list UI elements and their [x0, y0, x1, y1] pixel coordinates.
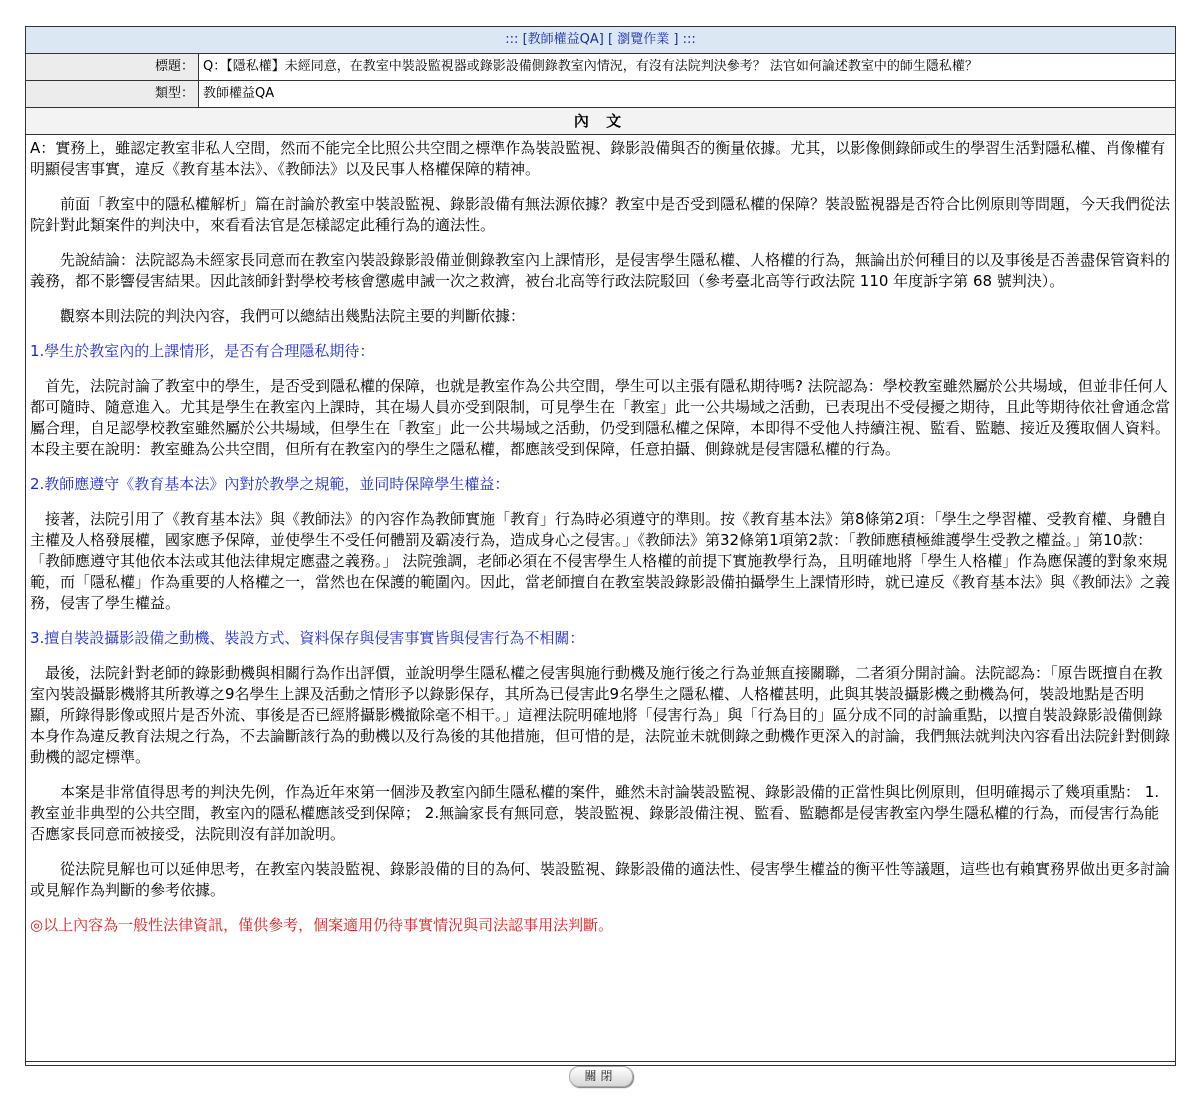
- header-suffix: :::: [682, 32, 696, 47]
- section-heading-2: 2.教師應遵守《教育基本法》內對於教學之規範，並同時保障學生權益：: [30, 475, 510, 493]
- page-header: [26, 27, 1175, 54]
- conclusion-paragraph: 先說結論：法院認為未經家長同意而在教室內裝設錄影設備並側錄教室內上課情形，是侵害學生隱私權、人格權的行為，無論出於何種目的以及事後是否善盡保管資料的義務，都不影響侵害結果。因此該師針對學校考核會懲處申誡一次之救濟，被台北高等行政法院駁回（參考臺北高等行政法院 110 年度訴字第 68 號判決）。: [30, 251, 1171, 290]
- category-link[interactable]: [教師權益QA]: [522, 32, 604, 47]
- reflection-paragraph: 從法院見解也可以延伸思考，在教室內裝設監視、錄影設備的目的為何、裝設監視、錄影設備的適法性、侵害學生權益的衡平性等議題，這些也有賴實務界做出更多討論或見解作為判斷的參考依據。: [30, 860, 1171, 899]
- header-prefix: :::: [505, 32, 519, 47]
- close-button[interactable]: 關閉: [569, 1066, 633, 1087]
- section-paragraph-3: 最後，法院針對老師的錄影動機與相關行為作出評價，並說明學生隱私權之侵害與施行動機及施行後之行為並無直接關聯，二者須分開討論。法院認為：「原告既擅自在教室內裝設攝影機將其所教導之9名學生上課及活動之情形予以錄影保存，其所為已侵害此9名學生之隱私權、人格權甚明，此與其裝設攝影機之動機為何，裝設地點是否明顯，所錄得影像或照片是否外流、事後是否已經將攝影機撤除毫不相干。」這裡法院明確地將「侵害行為」與「行為目的」區分成不同的討論重點，以擅自裝設錄影設備側錄本身作為違反教育法規之行為，不去論斷該行為的動機以及行為後的其他措施，但可惜的是，法院並未就側錄之動機作更深入的討論，我們無法就判決內容看出法院針對側錄動機的認定標準。: [30, 664, 1171, 766]
- section-paragraph-2: 接著，法院引用了《教育基本法》與《教師法》的內容作為教師實施「教育」行為時必須遵守的準則。按《教育基本法》第8條第2項：「學生之學習權、受教育權、身體自主權及人格發展權，國家應予保障，並使學生不受任何體罰及霸凌行為，造成身心之侵害。」《教師法》第32條第1項第2款：「教師應積極維護學生受教之權益。」第10款：「教師應遵守其他依本法或其他法律規定應盡之義務。」 法院強調，老師必須在不侵害學生人格權的前提下實施教學行為，且明確地將「學生人格權」作為應保護的對象來規範，而「隱私權」作為重要的人格權之一，當然也在保護的範圍內。因此，當老師擅自在教室裝設錄影設備拍攝學生上課情形時，就已違反《教育基本法》與《教師法》之義務，侵害了學生權益。: [30, 510, 1171, 612]
- title-label: 標題：: [26, 54, 199, 80]
- summary-paragraph: 本案是非常值得思考的判決先例，作為近年來第一個涉及教室內師生隱私權的案件，雖然未討論裝設監視、錄影設備的正當性與比例原則，但明確揭示了幾項重點： 1.教室並非典型的公共空間，教室內的隱私權應該受到保障； 2.無論家長有無同意，裝設監視、錄影設備注視、監看、監聽都是侵害教室內學生隱私權的行為，而侵害行為能否應家長同意而被接受，法院則沒有詳加說明。: [30, 783, 1160, 843]
- type-row: [26, 81, 1175, 108]
- title-value: Q：【隱私權】未經同意，在教室中裝設監視器或錄影設備側錄教室內情況，有沒有法院判決參考？ 法官如何論述教室中的師生隱私權？: [203, 59, 978, 74]
- intro-paragraph: 前面「教室中的隱私權解析」篇在討論於教室中裝設監視、錄影設備有無法源依據？教室中是否受到隱私權的保障？裝設監視器是否符合比例原則等問題，今天我們從法院針對此類案件的判決中，來看看法官是怎樣認定此種行為的適法性。: [30, 195, 1171, 234]
- title-row: [26, 54, 1175, 81]
- section-heading-1: 1.學生於教室內的上課情形，是否有合理隱私期待：: [30, 342, 375, 360]
- overview-paragraph: 觀察本則法院的判決內容，我們可以總結出幾點法院主要的判斷依據：: [60, 307, 526, 325]
- article-frame: [25, 26, 1176, 1083]
- page-footer: [26, 1062, 1175, 1090]
- type-value: 教師權益QA: [203, 86, 275, 101]
- disclaimer-notice: ◎以上內容為一般性法律資訊，僅供參考，個案適用仍待事實情況與司法認事用法判斷。: [30, 916, 614, 934]
- content-heading: 內 文: [26, 108, 1175, 135]
- section-heading-3: 3.擅自裝設攝影設備之動機、裝設方式、資料保存與侵害事實皆與侵害行為不相關：: [30, 629, 585, 647]
- article-content: [26, 135, 1175, 1062]
- browse-label: [ 瀏覽作業 ]: [608, 32, 679, 47]
- section-paragraph-1: 首先，法院討論了教室中的學生，是否受到隱私權的保障，也就是教室作為公共空間，學生可以主張有隱私期待嗎? 法院認為：學校教室雖然屬於公共場域，但並非任何人都可隨時、隨意進入。尤其是學生在教室內上課時，其在場人員亦受到限制，可見學生在「教室」此一公共場域之活動，已表現出不受侵擾之期待，且此等期待依社會通念當屬合理，自足認學校教室雖然屬於公共場域，但學生在「教室」此一公共場域之活動，仍受到隱私權之保障，本即得不受他人持續注視、監看、監聽、接近及獲取個人資料。 本段主要在說明：教室雖為公共空間，但所有在教室內的學生之隱私權，都應該受到保障，任意拍攝、側錄就是侵害隱私權的行為。: [30, 377, 1171, 458]
- answer-paragraph: A：實務上，雖認定教室非私人空間，然而不能完全比照公共空間之標準作為裝設監視、錄影設備與否的衡量依據。尤其，以影像側錄師或生的學習生活對隱私權、肖像權有明顯侵害事實，違反《教育基本法》、《教師法》以及民事人格權保障的精神。: [30, 139, 1166, 178]
- type-label: 類型：: [26, 81, 199, 107]
